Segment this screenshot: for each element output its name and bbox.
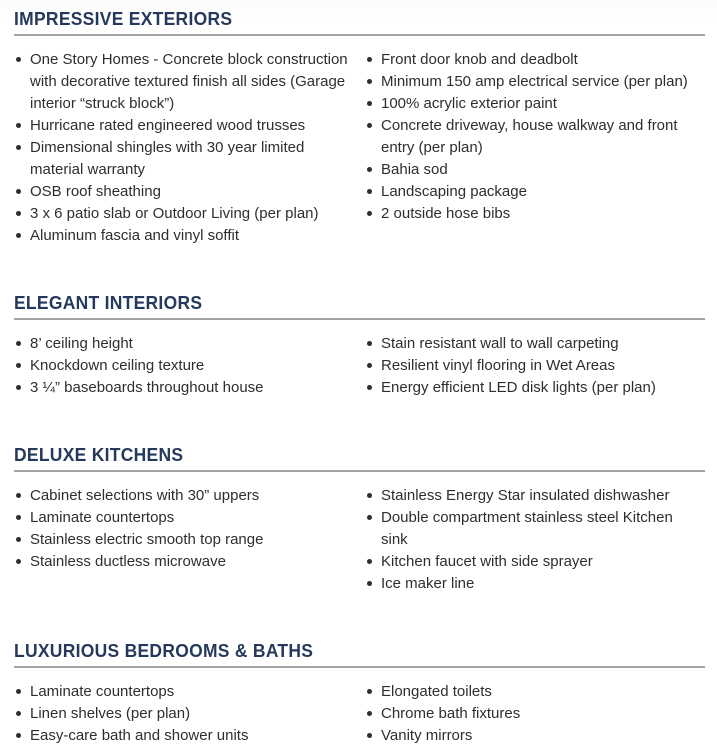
bullet-icon xyxy=(16,145,21,150)
section-header xyxy=(14,641,705,668)
list-item-text: Hurricane rated engineered wood trusses xyxy=(30,117,306,134)
section-deluxe-kitchens xyxy=(14,445,705,595)
bullet-icon xyxy=(16,515,21,520)
list-item-text: Bahia sod xyxy=(381,161,448,178)
section-title: ELEGANT INTERIORS xyxy=(14,293,203,313)
section-columns xyxy=(14,681,705,747)
bullet-icon xyxy=(16,233,21,238)
list-item xyxy=(365,573,705,595)
list-item xyxy=(365,333,705,355)
bullet-icon xyxy=(367,559,372,564)
list-item xyxy=(14,551,365,573)
list-item-text: Kitchen faucet with side sprayer xyxy=(381,553,593,570)
bullet-icon xyxy=(16,189,21,194)
list-item-text: One Story Homes - Concrete block construction with decorative textured finish all sides (Garage interior “struck block”) xyxy=(30,51,348,112)
bullet-icon xyxy=(367,493,372,498)
list-item xyxy=(365,681,705,703)
list-item-text: Stainless ductless microwave xyxy=(30,553,226,570)
list-item-text: Ice maker line xyxy=(381,575,475,592)
bullet-icon xyxy=(16,341,21,346)
list-item-text: Aluminum fascia and vinyl soffit xyxy=(30,227,239,244)
section-elegant-interiors xyxy=(14,293,705,399)
list-item-text: Front door knob and deadbolt xyxy=(381,51,578,68)
list-item xyxy=(14,225,365,247)
list-item-text: Cabinet selections with 30” uppers xyxy=(30,487,260,504)
feature-list-right xyxy=(365,333,705,399)
list-item xyxy=(14,115,365,137)
bullet-icon xyxy=(367,211,372,216)
bullet-icon xyxy=(16,559,21,564)
bullet-icon xyxy=(16,689,21,694)
list-item xyxy=(14,507,365,529)
list-item-text: Stain resistant wall to wall carpeting xyxy=(381,335,619,352)
list-item xyxy=(14,725,365,747)
list-item-text: Double compartment stainless steel Kitchen sink xyxy=(381,509,673,548)
list-item xyxy=(14,681,365,703)
bullet-icon xyxy=(16,733,21,738)
bullet-icon xyxy=(367,689,372,694)
list-item-text: Chrome bath fixtures xyxy=(381,705,521,722)
list-item-text: 8’ ceiling height xyxy=(30,335,133,352)
bullet-icon xyxy=(16,385,21,390)
section-columns xyxy=(14,333,705,399)
list-item-text: Stainless Energy Star insulated dishwasher xyxy=(381,487,670,504)
bullet-icon xyxy=(367,189,372,194)
bullet-icon xyxy=(367,101,372,106)
list-item-text: Laminate countertops xyxy=(30,683,175,700)
list-item-text: Dimensional shingles with 30 year limited material warranty xyxy=(30,139,305,178)
list-item xyxy=(365,203,705,225)
bullet-icon xyxy=(16,123,21,128)
list-item xyxy=(14,355,365,377)
section-header xyxy=(14,293,705,320)
bullet-icon xyxy=(367,515,372,520)
bullet-icon xyxy=(16,363,21,368)
list-item-text: 3 x 6 patio slab or Outdoor Living (per plan) xyxy=(30,205,319,222)
feature-list-right xyxy=(365,49,705,247)
list-item xyxy=(365,93,705,115)
list-item xyxy=(14,137,365,181)
bullet-icon xyxy=(367,123,372,128)
list-item xyxy=(14,703,365,725)
list-item xyxy=(365,507,705,551)
list-item xyxy=(365,725,705,747)
list-item xyxy=(365,551,705,573)
bullet-icon xyxy=(16,211,21,216)
list-item-text: 2 outside hose bibs xyxy=(381,205,511,222)
list-item xyxy=(14,49,365,115)
section-impressive-exteriors xyxy=(14,9,705,247)
list-item-text: OSB roof sheathing xyxy=(30,183,161,200)
feature-list-right xyxy=(365,485,705,595)
list-item xyxy=(14,181,365,203)
list-item xyxy=(365,49,705,71)
list-item xyxy=(14,529,365,551)
section-luxurious-bedrooms-baths xyxy=(14,641,705,747)
bullet-icon xyxy=(16,57,21,62)
section-title: LUXURIOUS BEDROOMS & BATHS xyxy=(14,641,314,661)
list-item-text: Laminate countertops xyxy=(30,509,175,526)
list-item-text: Easy-care bath and shower units xyxy=(30,727,249,744)
bullet-icon xyxy=(367,711,372,716)
bullet-icon xyxy=(16,711,21,716)
list-item-text: Knockdown ceiling texture xyxy=(30,357,205,374)
list-item xyxy=(365,485,705,507)
list-item xyxy=(365,355,705,377)
feature-list-right xyxy=(365,681,705,747)
bullet-icon xyxy=(367,79,372,84)
list-item xyxy=(365,703,705,725)
feature-list-left xyxy=(14,485,365,595)
list-item xyxy=(365,181,705,203)
list-item-text: Stainless electric smooth top range xyxy=(30,531,264,548)
list-item-text: 3 ¼” baseboards throughout house xyxy=(30,379,264,396)
list-item-text: Landscaping package xyxy=(381,183,527,200)
bullet-icon xyxy=(367,363,372,368)
bullet-icon xyxy=(367,581,372,586)
list-item xyxy=(365,159,705,181)
bullet-icon xyxy=(367,385,372,390)
list-item xyxy=(365,115,705,159)
list-item-text: Energy efficient LED disk lights (per plan) xyxy=(381,379,656,396)
section-header xyxy=(14,9,705,36)
section-header xyxy=(14,445,705,472)
list-item xyxy=(365,71,705,93)
list-item xyxy=(14,203,365,225)
bullet-icon xyxy=(367,733,372,738)
feature-list-left xyxy=(14,333,365,399)
list-item-text: Vanity mirrors xyxy=(381,727,473,744)
list-item-text: Minimum 150 amp electrical service (per plan) xyxy=(381,73,688,90)
feature-list-left xyxy=(14,49,365,247)
feature-list-left xyxy=(14,681,365,747)
list-item xyxy=(14,333,365,355)
bullet-icon xyxy=(367,167,372,172)
section-columns xyxy=(14,485,705,595)
list-item-text: Concrete driveway, house walkway and front entry (per plan) xyxy=(381,117,678,156)
list-item-text: Resilient vinyl flooring in Wet Areas xyxy=(381,357,615,374)
section-title: DELUXE KITCHENS xyxy=(14,445,184,465)
bullet-icon xyxy=(16,537,21,542)
section-columns xyxy=(14,49,705,247)
list-item-text: 100% acrylic exterior paint xyxy=(381,95,557,112)
list-item xyxy=(14,485,365,507)
list-item-text: Elongated toilets xyxy=(381,683,492,700)
list-item xyxy=(365,377,705,399)
bullet-icon xyxy=(367,57,372,62)
bullet-icon xyxy=(16,493,21,498)
list-item xyxy=(14,377,365,399)
section-title: IMPRESSIVE EXTERIORS xyxy=(14,9,233,29)
bullet-icon xyxy=(367,341,372,346)
list-item-text: Linen shelves (per plan) xyxy=(30,705,191,722)
